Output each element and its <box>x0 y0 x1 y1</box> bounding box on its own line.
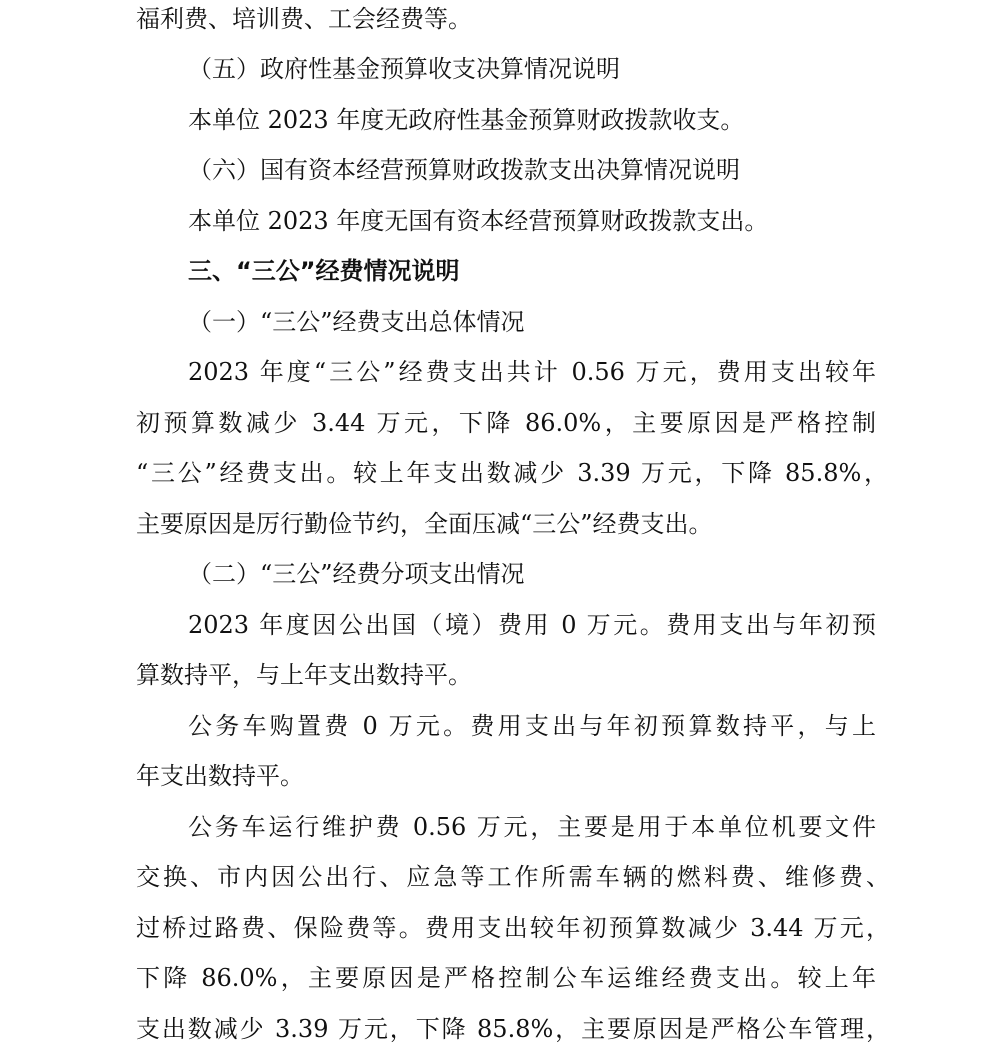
paragraph-line <box>0 600 1000 650</box>
paragraph-line <box>0 0 1000 44</box>
line-text: 初预算数减少 3.44 万元，下降 86.0%，主要原因是严格控制 <box>136 409 876 437</box>
line-text: 2023 年度“三公”经费支出共计 0.56 万元，费用支出较年 <box>188 358 876 386</box>
section-heading-6 <box>0 145 1000 195</box>
line-text: 年支出数持平。 <box>136 762 304 790</box>
line-text: “三公”经费支出。较上年支出数减少 3.39 万元，下降 85.8%， <box>136 459 888 487</box>
line-text: 公务车运行维护费 0.56 万元，主要是用于本单位机要文件 <box>188 813 876 841</box>
line-text: 支出数减少 3.39 万元，下降 85.8%，主要原因是严格公车管理， <box>136 1015 890 1043</box>
paragraph-line <box>0 1004 1000 1054</box>
paragraph-line <box>0 701 1000 751</box>
line-text: 交换、市内因公出行、应急等工作所需车辆的燃料费、维修费、 <box>136 863 890 891</box>
line-text: 本单位 2023 年度无国有资本经营预算财政拨款支出。 <box>188 207 769 235</box>
paragraph-line <box>0 499 1000 549</box>
paragraph-line <box>0 852 1000 902</box>
paragraph-line <box>0 196 1000 246</box>
paragraph-line <box>0 650 1000 700</box>
paragraph-line <box>0 953 1000 1003</box>
paragraph-line <box>0 398 1000 448</box>
paragraph-line <box>0 903 1000 953</box>
line-text: 过桥过路费、保险费等。费用支出较年初预算数减少 3.44 万元， <box>136 914 890 942</box>
chapter-heading-3 <box>0 246 1000 296</box>
paragraph-line <box>0 448 1000 498</box>
section-heading-2 <box>0 549 1000 599</box>
heading-text: （一）“三公”经费支出总体情况 <box>188 308 525 336</box>
section-heading-1 <box>0 297 1000 347</box>
paragraph-line <box>0 347 1000 397</box>
paragraph-line <box>0 802 1000 852</box>
line-text: 主要原因是厉行勤俭节约，全面压减“三公”经费支出。 <box>136 510 713 538</box>
heading-text: （二）“三公”经费分项支出情况 <box>188 560 525 588</box>
paragraph-line <box>0 95 1000 145</box>
line-text: 公务车购置费 0 万元。费用支出与年初预算数持平，与上 <box>188 712 876 740</box>
line-text: 本单位 2023 年度无政府性基金预算财政拨款收支。 <box>188 106 745 134</box>
paragraph-line <box>0 751 1000 801</box>
heading-text: （五）政府性基金预算收支决算情况说明 <box>188 55 620 83</box>
line-text: 算数持平，与上年支出数持平。 <box>136 661 472 689</box>
line-text: 2023 年度因公出国（境）费用 0 万元。费用支出与年初预 <box>188 611 876 639</box>
section-heading-5 <box>0 44 1000 94</box>
line-text: 福利费、培训费、工会经费等。 <box>136 5 472 33</box>
line-text: 下降 86.0%，主要原因是严格控制公车运维经费支出。较上年 <box>136 964 876 992</box>
heading-text: （六）国有资本经营预算财政拨款支出决算情况说明 <box>188 156 740 184</box>
heading-text: 三、“三公”经费情况说明 <box>188 257 460 285</box>
